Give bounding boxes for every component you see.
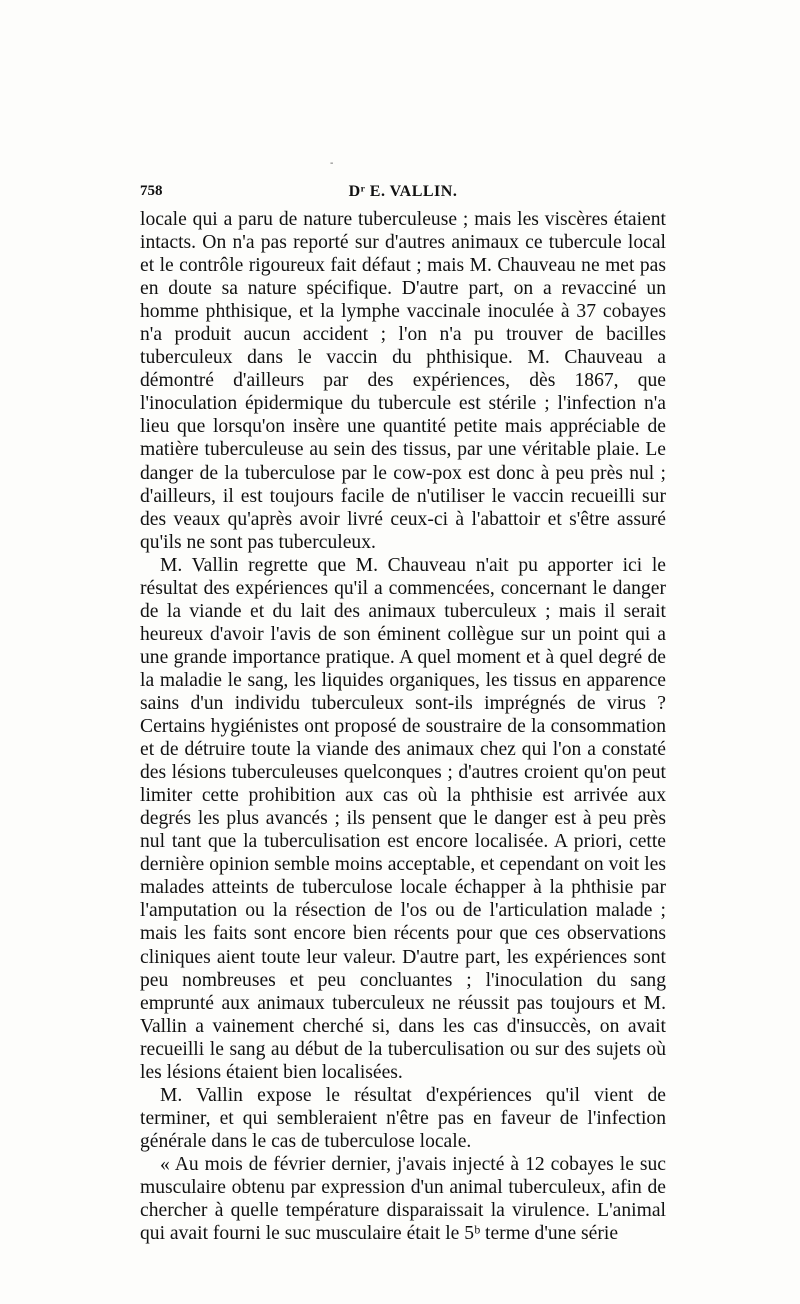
running-head: Dʳ E. VALLIN.	[348, 183, 458, 200]
paragraph: M. Vallin regrette que M. Chauveau n'ait pu apporter ici le résultat des expériences qu'il a commencées, concernant le danger de la viande et du lait des animaux tuberculeux ; mais il serait heureux d'avoir l'avis de son éminent collègue sur un point qui a une grande importance pratique. A quel moment et à quel degré de la maladie le sang, les liquides organiques, les tissus en apparence sains d'un individu tuberculeux sont-ils imprégnés de virus ? Certains hygiénistes ont proposé de soustraire de la consommation et de détruire toute la viande des animaux chez qui l'on a constaté des lésions tuberculeuses quelconques ; d'autres croient qu'on peut limiter cette prohibition aux cas où la phthisie est arrivée aux degrés les plus avancés ; ils pensent que le danger est à peu près nul tant que la tuberculisation est encore localisée. A priori, cette dernière opinion semble moins acceptable, et cependant on voit les malades atteints de tuberculose locale échapper à la phthisie par l'amputation ou la résection de l'os ou de l'articulation malade ; mais les faits sont encore bien récents pour que ces observations cliniques aient toute leur valeur. D'autre part, les expériences sont peu nombreuses et peu concluantes ; l'inoculation du sang emprunté aux animaux tuberculeux ne réussit pas toujours et M. Vallin a vainement cherché si, dans les cas d'insuccès, on avait recueilli le sang au début de la tuberculisation ou sur des sujets où les lésions étaient bien localisées.	[140, 554, 666, 1083]
printer-mark: -	[330, 158, 334, 169]
page-number: 758	[140, 183, 163, 199]
body-text	[140, 208, 666, 1245]
paragraph: « Au mois de février dernier, j'avais injecté à 12 cobayes le suc musculaire obtenu par expression d'un animal tuberculeux, afin de chercher à quelle température disparaissait la virulence. L'animal qui avait fourni le suc musculaire était le 5ᵇ terme d'une série	[140, 1153, 666, 1245]
page-header	[140, 183, 666, 205]
paragraph: M. Vallin expose le résultat d'expériences qu'il vient de terminer, et qui sembleraient n'être pas en faveur de l'infection générale dans le cas de tuberculose locale.	[140, 1084, 666, 1152]
paragraph: locale qui a paru de nature tuberculeuse ; mais les viscères étaient intacts. On n'a pas reporté sur d'autres animaux ce tubercule local et le contrôle rigoureux fait défaut ; mais M. Chauveau ne met pas en doute sa nature spécifique. D'autre part, on a revacciné un homme phthisique, et la lymphe vaccinale inoculée à 37 cobayes n'a produit aucun accident ; l'on n'a pu trouver de bacilles tuberculeux dans le vaccin du phthisique. M. Chauveau a démontré d'ailleurs par des expériences, dès 1867, que l'inoculation épidermique du tubercule est stérile ; l'infection n'a lieu que lorsqu'on insère une quantité petite mais appréciable de matière tuberculeuse au sein des tissus, par une véritable plaie. Le danger de la tuberculose par le cow-pox est donc à peu près nul ; d'ailleurs, il est toujours facile de n'utiliser le vaccin recueilli sur des veaux qu'après avoir livré ceux-ci à l'abattoir et s'être assuré qu'ils ne sont pas tuberculeux.	[140, 209, 666, 553]
